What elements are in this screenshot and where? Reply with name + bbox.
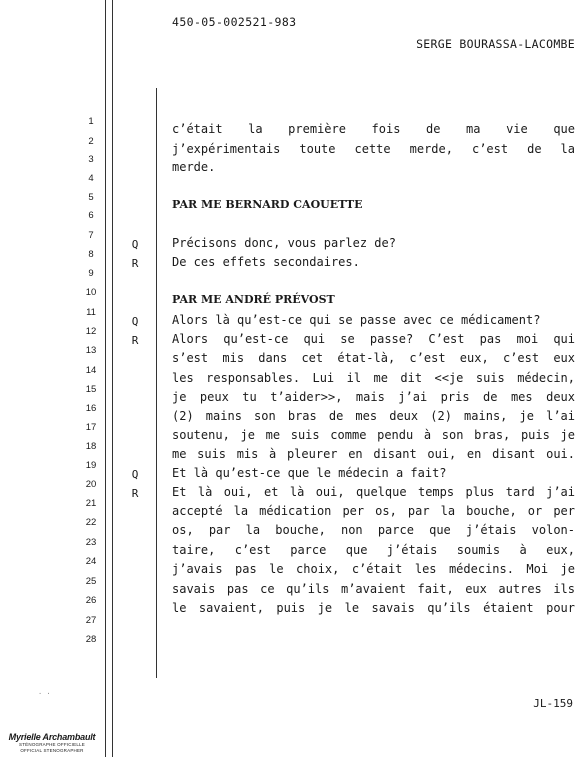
- answer-marker: R: [131, 257, 139, 270]
- line-number: 2: [88, 136, 94, 147]
- stenographer-title-fr: STÉNOGRAPHE OFFICIELLE: [19, 742, 85, 747]
- transcript-line: soutenu, je me suis comme pendu à son bras, puis je: [172, 428, 575, 442]
- transcript-line: Alors là qu’est-ce qui se passe avec ce médicament?: [172, 313, 541, 327]
- line-number: 13: [85, 345, 97, 356]
- line-number: 7: [88, 230, 94, 241]
- transcript-line: Et là qu’est-ce que le médecin a fait?: [172, 466, 447, 480]
- answer-marker: R: [131, 334, 139, 347]
- question-marker: Q: [131, 315, 139, 328]
- margin-rule-outer: [105, 0, 106, 757]
- line-number: 6: [88, 210, 94, 221]
- transcript-line: le savaient, puis je le savais qu’ils étaient pour: [172, 601, 575, 615]
- line-number: 19: [85, 460, 97, 471]
- speaker-column-rule: [156, 88, 157, 678]
- transcript-line: je peux tu t’aider>>, mais j’ai pris de mes deux: [172, 390, 575, 404]
- transcript-line: merde.: [172, 160, 216, 174]
- line-number: 22: [85, 517, 97, 528]
- transcript-line: Et là oui, et là oui, quelque temps plus tard j’ai: [172, 485, 575, 499]
- line-number: 24: [85, 556, 97, 567]
- line-number: 27: [85, 615, 97, 626]
- document-number: 450-05-002521-983: [172, 15, 297, 29]
- stenographer-name: Myrielle Archambault: [8, 732, 96, 742]
- transcript-line: j’expérimentais toute cette merde, c’est de la: [172, 142, 575, 156]
- line-number: 20: [85, 479, 97, 490]
- transcript-line: Précisons donc, vous parlez de?: [172, 236, 396, 250]
- witness-name: SERGE BOURASSA-LACOMBE: [416, 37, 575, 51]
- question-marker: Q: [131, 468, 139, 481]
- transcript-line: me suis mis à pleurer en disant oui, en disant oui.: [172, 447, 575, 461]
- scan-speck: · ·: [38, 690, 51, 698]
- answer-marker: R: [131, 487, 139, 500]
- transcript-line: os, par la bouche, non parce que j’étais volon-: [172, 523, 575, 537]
- page-code: JL-159: [533, 697, 573, 710]
- line-number: 16: [85, 403, 97, 414]
- line-number: 14: [85, 365, 97, 376]
- line-number: 21: [85, 498, 97, 509]
- line-number: 8: [88, 249, 94, 260]
- transcript-line: c’était la première fois de ma vie que: [172, 122, 575, 136]
- line-number: 1: [88, 116, 94, 127]
- line-number: 11: [86, 307, 96, 318]
- line-number: 5: [88, 192, 94, 203]
- transcript-line: les responsables. Lui il me dit <<je suis médecin,: [172, 371, 575, 385]
- line-number: 17: [85, 422, 97, 433]
- line-number: 18: [85, 441, 97, 452]
- line-number: 4: [88, 173, 94, 184]
- line-number: 25: [85, 576, 97, 587]
- transcript-line: taire, c’est parce que j’étais soumis à eux,: [172, 543, 575, 557]
- line-number: 12: [85, 326, 97, 337]
- question-marker: Q: [131, 238, 139, 251]
- transcript-line: De ces effets secondaires.: [172, 255, 360, 269]
- margin-rule-inner: [112, 0, 113, 757]
- stenographer-title-en: OFFICIAL STENOGRAPHER: [20, 747, 84, 753]
- stenographer-stamp: [2, 732, 102, 753]
- line-number: 28: [85, 634, 97, 645]
- line-number: 15: [85, 384, 97, 395]
- transcript-line: (2) mains son bras de mes deux (2) mains, je l’ai: [172, 409, 575, 423]
- line-number: 26: [85, 595, 97, 606]
- line-number: 3: [88, 154, 94, 165]
- transcript-line: savais pas ce qu’ils m’avaient fait, eux autres ils: [172, 582, 575, 596]
- examiner-heading: PAR ME ANDRÉ PRÉVOST: [172, 293, 335, 306]
- line-number: 23: [85, 537, 97, 548]
- line-number: 10: [85, 287, 97, 298]
- transcript-line: Alors qu’est-ce qui se passe? C’est pas moi qui: [172, 332, 575, 346]
- line-number: 9: [88, 268, 94, 279]
- transcript-line: j’avais pas le choix, c’était les médecins. Moi je: [172, 562, 575, 576]
- transcript-line: accepté la médication per os, par la bouche, or per: [172, 504, 575, 518]
- transcript-line: s’est mis dans cet état-là, c’est eux, c’est eux: [172, 351, 575, 365]
- examiner-heading: PAR ME BERNARD CAOUETTE: [172, 198, 363, 211]
